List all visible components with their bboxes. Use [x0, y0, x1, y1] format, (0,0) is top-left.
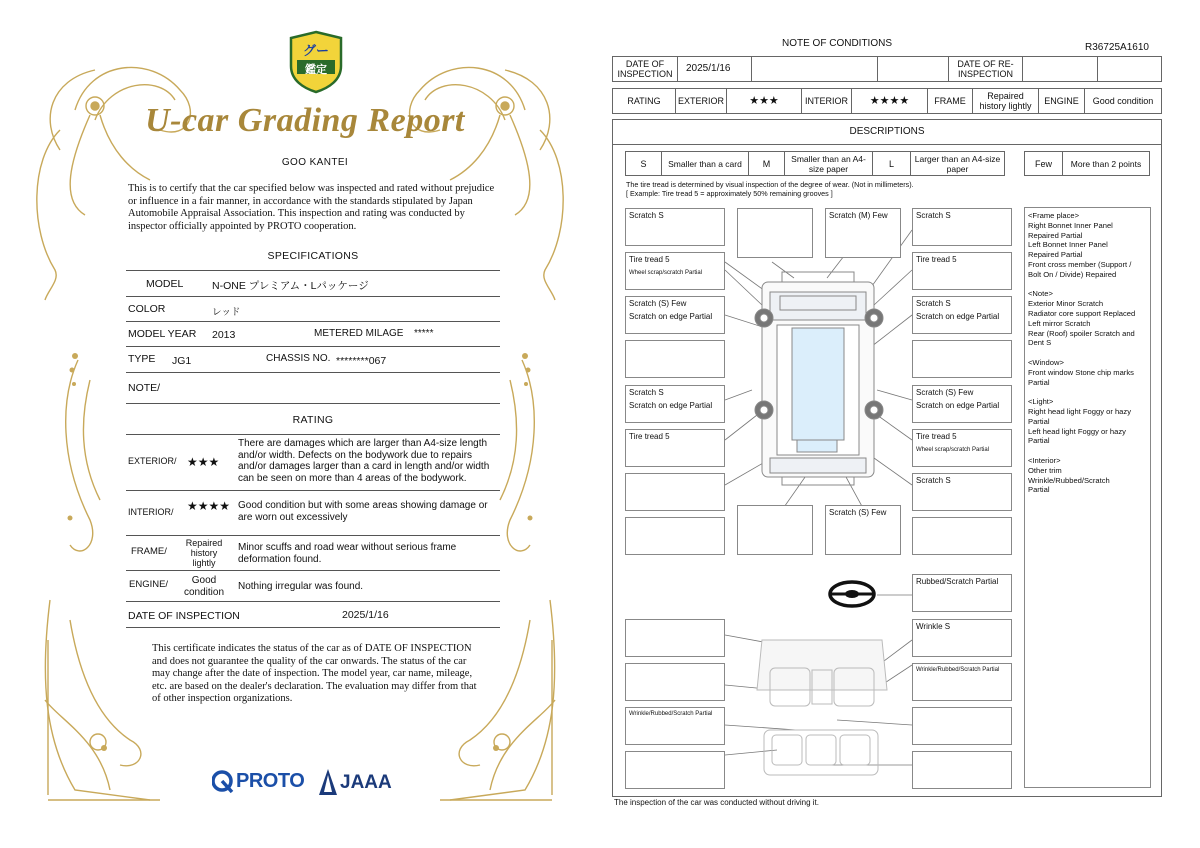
size-legend-table	[625, 151, 1005, 176]
note-line: Right Bonnet Inner Panel	[1028, 220, 1113, 230]
milage-value: *****	[414, 328, 434, 339]
legend-code: S	[626, 152, 662, 176]
note-line: Bolt On / Divide) Repaired	[1028, 269, 1117, 279]
note-line: <Note>	[1028, 289, 1053, 299]
note-line: Rear (Roof) spoiler Scratch and	[1028, 328, 1135, 338]
note-label: NOTE/	[128, 382, 161, 394]
color-value: レッド	[212, 307, 241, 318]
date-of-reinspection-label: DATE OF RE-INSPECTION	[949, 57, 1023, 82]
note-line: Dent S	[1028, 338, 1052, 348]
note-box-left-rear-door: Scratch S Scratch on edge Partial	[625, 385, 725, 423]
note-box-left-rear-quarter	[625, 473, 725, 511]
exterior-label: EXTERIOR	[676, 89, 727, 114]
note-box-right-rear-tire: Tire tread 5 Wheel scrap/scratch Partial	[912, 429, 1012, 467]
tire-note-line: [ Example: Tire tread 5 = approximately 50% remaining grooves ]	[626, 189, 833, 198]
divider	[126, 490, 500, 491]
divider	[126, 270, 500, 271]
chassis-label: CHASSIS NO.	[266, 353, 331, 364]
note-box-right-front-tire: Tire tread 5	[912, 252, 1012, 290]
divider	[126, 321, 500, 322]
note-box-left-front-tire: Tire tread 5 Wheel scrap/scratch Partial	[625, 252, 725, 290]
note-box-right-fender: Scratch S Scratch on edge Partial	[912, 296, 1012, 334]
divider	[126, 434, 500, 435]
note-box-steering: Rubbed/Scratch Partial	[912, 574, 1012, 612]
exterior-stars: ★★★	[187, 455, 220, 469]
note-line: <Interior>	[1028, 455, 1061, 465]
jaaa-logo: JAAA	[340, 772, 392, 793]
descriptions-heading: DESCRIPTIONS	[612, 119, 1162, 145]
note-box-left-front-door	[625, 340, 725, 378]
goo-kantei-badge	[287, 30, 345, 94]
note-box-interior-right-2: Wrinkle/Rubbed/Scratch Partial	[912, 663, 1012, 701]
note-line: <Light>	[1028, 397, 1054, 407]
note-line: Repaired Partial	[1028, 250, 1083, 260]
interior-label: INTERIOR/	[128, 507, 174, 517]
proto-logo: PROTO	[236, 770, 305, 792]
rating-heading: RATING	[292, 414, 334, 426]
exterior-stars: ★★★	[727, 89, 802, 114]
note-box-left-fender: Scratch (S) Few Scratch on edge Partial	[625, 296, 725, 334]
note-line: Repaired Partial	[1028, 230, 1083, 240]
steering-wheel-icon	[830, 582, 874, 606]
divider	[126, 601, 500, 602]
type-label: TYPE	[128, 353, 156, 365]
legend-text: Smaller than a card	[662, 152, 749, 176]
divider	[126, 535, 500, 536]
tire-note-line: The tire tread is determined by visual inspection of the degree of wear. (Not in millimeters).	[626, 180, 914, 189]
note-line	[1028, 387, 1147, 397]
divider	[126, 296, 500, 297]
badge-bottom-text: 鑑定	[305, 64, 327, 76]
tire-note	[626, 180, 914, 198]
note-box-rear-center	[737, 505, 813, 555]
legend-code: Few	[1025, 152, 1063, 176]
certificate-title: U-car Grading Report	[145, 102, 465, 139]
note-box-front-right-center: Scratch (M) Few	[825, 208, 901, 258]
engine-description: Nothing irregular was found.	[238, 581, 364, 592]
few-legend-table	[1024, 151, 1150, 176]
note-line: Partial	[1028, 436, 1050, 446]
engine-value: Good condition	[1085, 89, 1162, 114]
legend-text: More than 2 points	[1063, 152, 1150, 176]
note-line: Left mirror Scratch	[1028, 318, 1091, 328]
milage-label: METERED MILAGE	[314, 328, 404, 339]
chassis-value: ********067	[336, 355, 387, 367]
certificate-intro: This is to certify that the car specified below was inspected and rated without prejudice or influence in a fair manner, in accordance with the standards stipulated by Japan Automobile Appraisal Association. This inspection and rating was conducted by inspector officially appointed by PROTO cooperation.	[128, 183, 495, 232]
frame-value: Repaired history lightly	[185, 538, 223, 568]
model-label: MODEL	[146, 278, 184, 290]
model-value: N-ONE プレミアム・Lパッケージ	[212, 280, 369, 292]
divider	[126, 346, 500, 347]
note-line	[1028, 348, 1147, 358]
engine-value: Good condition	[183, 575, 225, 598]
divider	[126, 403, 500, 404]
note-box-front-center	[737, 208, 813, 258]
note-line: Left Bonnet Inner Panel	[1028, 240, 1108, 250]
note-line: Partial	[1028, 377, 1050, 387]
frame-label: FRAME	[928, 89, 973, 114]
inspection-dates-table	[612, 56, 1162, 82]
engine-label: ENGINE/	[129, 579, 169, 590]
note-box-rear-bumper: Scratch (S) Few	[825, 505, 901, 555]
note-box-rear-right	[912, 517, 1012, 555]
note-box-front-right: Scratch S	[912, 208, 1012, 246]
model-year-label: MODEL YEAR	[128, 328, 197, 340]
note-box-interior-left-4	[625, 751, 725, 789]
note-box-interior-right-1: Wrinkle S	[912, 619, 1012, 657]
interior-label: INTERIOR	[802, 89, 852, 114]
frame-description: Minor scuffs and road wear without serious frame deformation found.	[238, 542, 457, 565]
interior-description: Good condition but with some areas showing damage or are worn out excessively	[238, 500, 488, 523]
notes-list	[1024, 207, 1151, 788]
note-line: <Frame place>	[1028, 211, 1080, 220]
note-line: Other trim	[1028, 465, 1062, 475]
note-box-right-rear-door: Scratch (S) Few Scratch on edge Partial	[912, 385, 1012, 423]
note-box-right-front-door	[912, 340, 1012, 378]
note-line: <Window>	[1028, 357, 1064, 367]
frame-label: FRAME/	[131, 546, 167, 557]
note-box-front-left: Scratch S	[625, 208, 725, 246]
certificate-footer: This certificate indicates the status of the car as of DATE OF INSPECTION and does not guarantee the quality of the car onwards. The status of the car may change after the date of inspection. The model year, car name, mileage, etc. are based on the dealer's declaration. The evaluation may differ from that of other inspection organizations.	[152, 643, 477, 704]
badge-top-text: グー	[302, 43, 329, 58]
note-line: Wrinkle/Rubbed/Scratch	[1028, 475, 1110, 485]
exterior-description: There are damages which are larger than A4-size length and/or width. Defects on the bodywork due to repairs and/or damages larger than a card in length and/or width can be seen on more than 4 areas of the bodywork.	[238, 438, 490, 484]
interior-stars: ★★★★	[187, 499, 231, 513]
note-line: Partial	[1028, 485, 1050, 495]
exterior-label: EXTERIOR/	[128, 456, 177, 466]
note-line: Left head light Foggy or hazy	[1028, 426, 1126, 436]
note-line	[1028, 280, 1147, 290]
model-year-value: 2013	[212, 329, 236, 341]
divider	[126, 627, 500, 628]
date-of-inspection-label: DATE OF INSPECTION	[128, 610, 240, 622]
note-line	[1028, 446, 1147, 456]
legend-code: M	[749, 152, 785, 176]
jaaa-logo-icon	[318, 768, 338, 796]
note-box-interior-right-4	[912, 751, 1012, 789]
legend-text: Smaller than an A4-size paper	[785, 152, 873, 176]
date-of-inspection-label: DATE OF INSPECTION	[613, 57, 678, 82]
color-label: COLOR	[128, 303, 166, 315]
reference-number: R36725A1610	[1085, 42, 1149, 53]
note-box-interior-right-3	[912, 707, 1012, 745]
note-line: Partial	[1028, 416, 1050, 426]
note-box-rear-left	[625, 517, 725, 555]
note-box-interior-left-1	[625, 619, 725, 657]
note-line: Exterior Minor Scratch	[1028, 299, 1104, 309]
note-box-right-rear-quarter: Scratch S	[912, 473, 1012, 511]
note-box-interior-left-2	[625, 663, 725, 701]
specifications-heading: SPECIFICATIONS	[267, 250, 359, 262]
engine-label: ENGINE	[1039, 89, 1085, 114]
note-line: Front cross member (Support /	[1028, 259, 1132, 269]
date-of-inspection-value: 2025/1/16	[678, 57, 752, 82]
legend-text: Larger than an A4-size paper	[911, 152, 1005, 176]
proto-logo-icon	[212, 770, 234, 794]
note-line: Radiator core support Replaced	[1028, 308, 1136, 318]
type-value: JG1	[172, 355, 192, 367]
frame-value: Repaired history lightly	[973, 89, 1039, 114]
organization-name: GOO KANTEI	[281, 157, 349, 168]
date-of-inspection-value: 2025/1/16	[342, 609, 389, 621]
divider	[126, 372, 500, 373]
rating-table	[612, 88, 1162, 114]
interior-stars: ★★★★	[852, 89, 928, 114]
divider	[126, 570, 500, 571]
inspection-footer-note: The inspection of the car was conducted without driving it.	[614, 798, 819, 807]
note-line: Front window Stone chip marks	[1028, 367, 1134, 377]
note-box-interior-left-3: Wrinkle/Rubbed/Scratch Partial	[625, 707, 725, 745]
rating-label: RATING	[613, 89, 676, 114]
conditions-title: NOTE OF CONDITIONS	[782, 38, 892, 49]
note-box-left-rear-tire: Tire tread 5	[625, 429, 725, 467]
legend-code: L	[873, 152, 911, 176]
note-line: Right head light Foggy or hazy	[1028, 406, 1131, 416]
